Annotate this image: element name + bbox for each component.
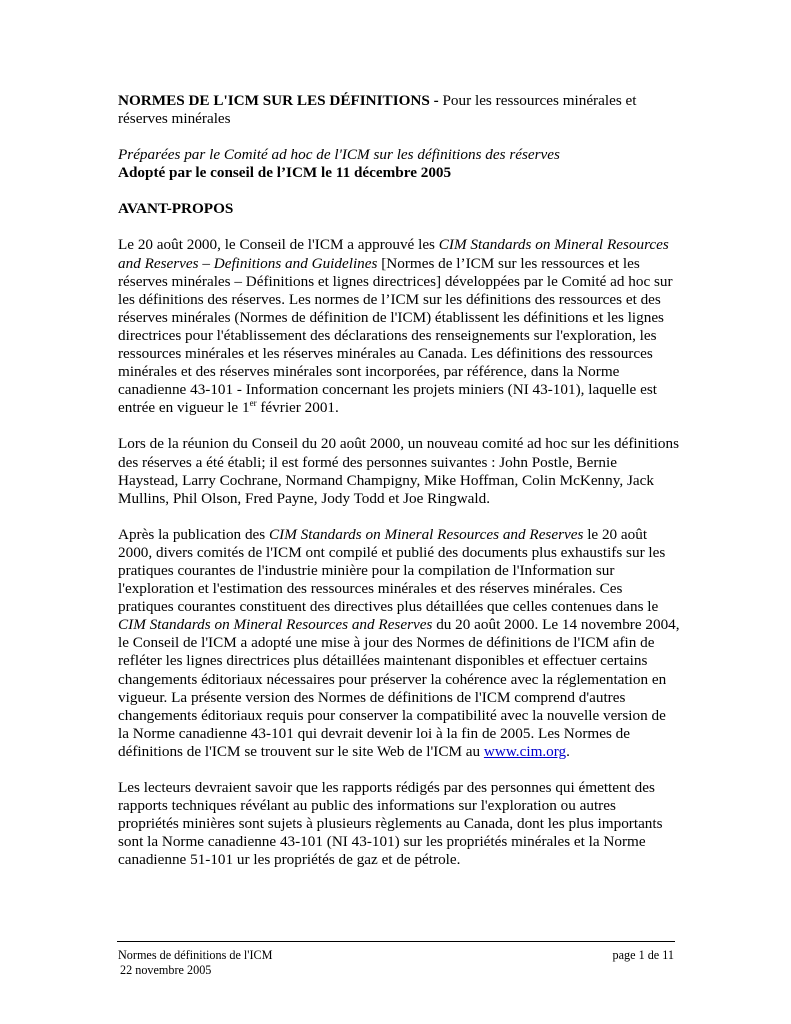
document-body — [118, 92, 680, 887]
paragraph-3-text: du 20 août 2000. Le 14 novembre 2004, le Conseil de l'ICM a adopté une mise à jour des Normes de définitions de l'ICM afin de refléter les lignes directrices plus détaillées maintenant disponibles et effectuer certains changements éditoriaux nécessaires pour préserver la cohérence avec la réglementation en vigueur. La présente version des Normes de définitions de l'ICM comprend d'autres changements éditoriaux requis pour conserver la compatibilité avec la nouvelle version de la Norme canadienne 43-101 qui devrait devenir loi à la fin de 2005. Les Normes de définitions de l'ICM se trouvent sur le site Web de l'ICM au — [118, 616, 680, 760]
heading-title-rest: Pour les ressources minérales et réserves minérales — [118, 92, 637, 128]
paragraph-3-text: . — [566, 742, 570, 760]
paragraph-1-text: Le 20 août 2000, le Conseil de l'ICM a approuvé les — [118, 236, 439, 254]
paragraph-4: Les lecteurs devraient savoir que les rapports rédigés par des personnes qui émettent des rapports techniques révélant au public des informations sur l'exploration ou autres propriétés minières sont sujets à plusieurs règlements au Canada, dont les plus importants sont la Norme canadienne 43-101 (NI 43-101) sur les propriétés minérales et la Norme canadienne 51-101 ur les propriétés de gaz et de pétrole. — [118, 779, 663, 869]
paragraph-3-italic: CIM Standards on Mineral Resources and Reserves — [118, 616, 433, 634]
paragraph-1-italic: CIM Standards on Mineral Resources and Reserves – Definitions and Guidelines — [118, 236, 669, 272]
footer-row — [118, 948, 674, 963]
footer-divider — [117, 941, 675, 942]
adopted-text: Adopté par le conseil de l’ICM le 11 décembre 2005 — [118, 164, 452, 182]
paragraph-3 — [118, 526, 680, 761]
cim-website-link[interactable]: www.cim.org — [483, 742, 567, 760]
prepared-block — [118, 146, 680, 182]
paragraph-1-text: [Normes de l’ICM sur les ressources et les réserves minérales – Définitions et lignes directrices] développées par le Comité ad hoc sur les définitions des réserves. Les normes de l’ICM sur les définitions des ressources et des réserves minérales (Normes de définition de l'ICM) établissent les définitions et les lignes directrices pour l'établissement des déclarations des renseignements sur l'exploration, les ressources minérales et les réserves minérales au Canada. Les définitions des ressources minérales et des réserves minérales sont incorporées, par référence, dans la Norme canadienne 43-101 - Information concernant les projets miniers (NI 43-101), laquelle est entrée en vigueur le 1 — [118, 254, 673, 417]
prepared-by-text: Préparées par le Comité ad hoc de l'ICM sur les définitions des réserves — [118, 146, 560, 164]
footer-date: 22 novembre 2005 — [120, 963, 212, 977]
paragraph-3-text: Après la publication des — [118, 525, 269, 543]
paragraph-3-text: le 20 août 2000, divers comités de l'ICM ont compilé et publié des documents plus exhaustifs sur les pratiques courantes de l'industrie minière pour la compilation de l'Information sur l'exploration et l'estimation des ressources minérales et des réserves minérales. Ces pratiques courantes constituent des directives plus détaillées que celles contenues dans le — [118, 525, 666, 616]
paragraph-1-text: février 2001. — [256, 399, 339, 417]
paragraph-2: Lors de la réunion du Conseil du 20 août 2000, un nouveau comité ad hoc sur les définitions des réserves a été établi; il est formé des personnes suivantes : John Postle, Bernie Haystead, Larry Cochrane, Normand Champigny, Mike Hoffman, Colin McKenny, Jack Mullins, Phil Olson, Fred Payne, Jody Todd et Joe Ringwald. — [118, 435, 679, 507]
adopted-line — [118, 164, 680, 182]
paragraph-1-superscript: er — [249, 398, 257, 409]
prepared-by-line — [118, 146, 680, 164]
paragraph-1 — [118, 236, 680, 417]
footer-page-number: page 1 de 11 — [612, 948, 674, 962]
heading-title-bold: NORMES DE L'ICM SUR LES DÉFINITIONS - — [118, 92, 439, 109]
paragraph-3-italic: CIM Standards on Mineral Resources and Reserves — [269, 525, 584, 543]
page-footer — [118, 948, 674, 978]
footer-doc-title: Normes de définitions de l'ICM — [118, 948, 273, 962]
section-title: AVANT-PROPOS — [118, 200, 234, 218]
document-heading — [118, 92, 680, 128]
